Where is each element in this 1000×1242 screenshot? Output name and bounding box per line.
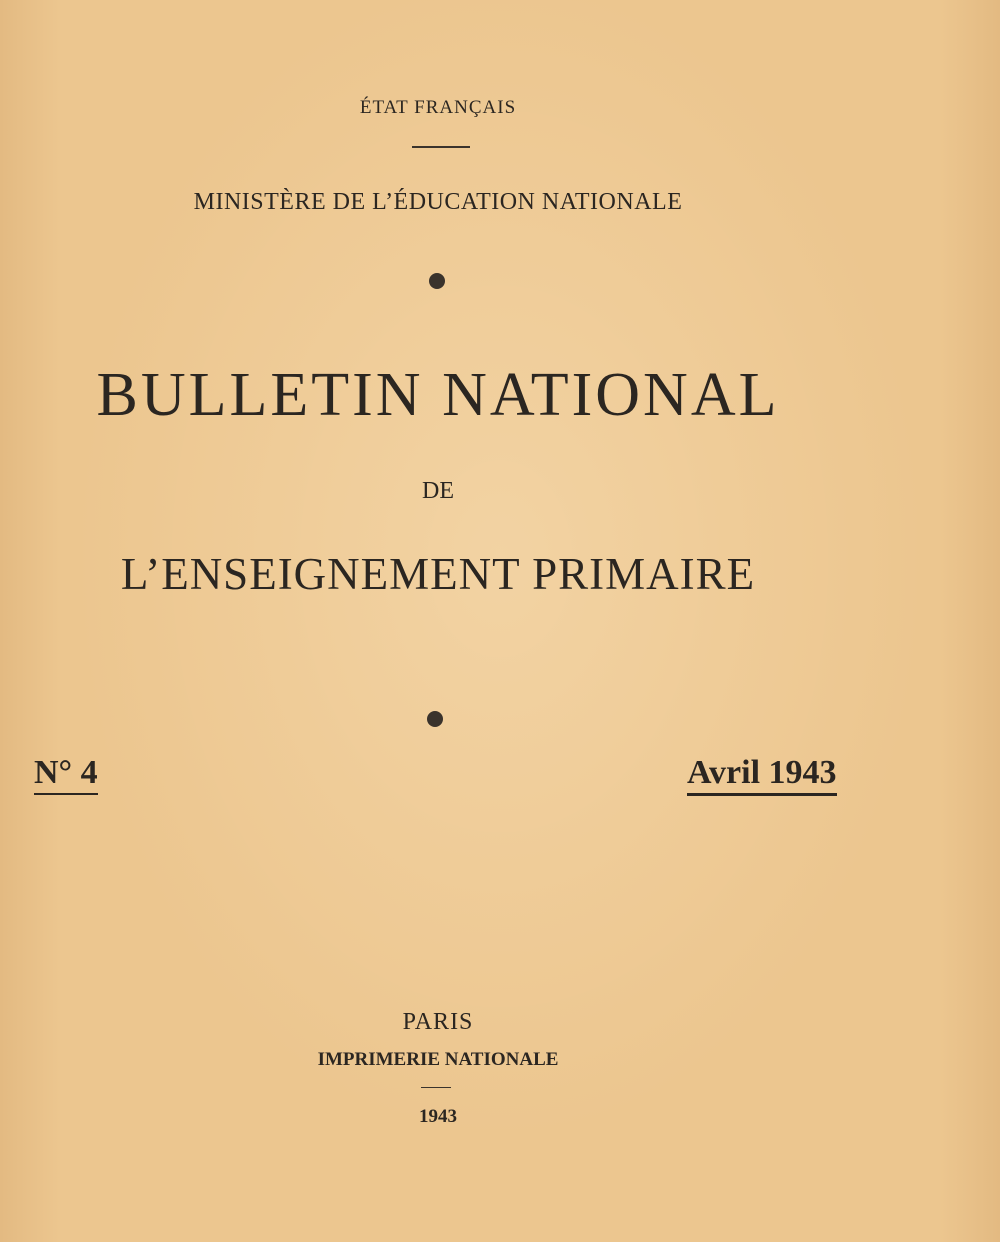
- issue-date: Avril 1943: [687, 755, 837, 796]
- issue-number: N° 4: [34, 755, 98, 795]
- state-heading: ÉTAT FRANÇAIS: [359, 97, 517, 118]
- ministry-heading: MINISTÈRE DE L’ÉDUCATION NATIONALE: [193, 189, 683, 215]
- imprint-divider: [421, 1087, 451, 1088]
- imprint-year: 1943: [419, 1106, 457, 1127]
- imprint-city: PARIS: [402, 1009, 474, 1035]
- ornament-dot-top: [429, 273, 445, 289]
- bulletin-subtitle: L’ENSEIGNEMENT PRIMAIRE: [120, 549, 756, 599]
- bulletin-title: BULLETIN NATIONAL: [96, 361, 780, 429]
- header-divider: [412, 146, 470, 148]
- ornament-dot-bottom: [427, 711, 443, 727]
- imprint-printer: IMPRIMERIE NATIONALE: [317, 1049, 559, 1070]
- title-connector: DE: [422, 478, 454, 504]
